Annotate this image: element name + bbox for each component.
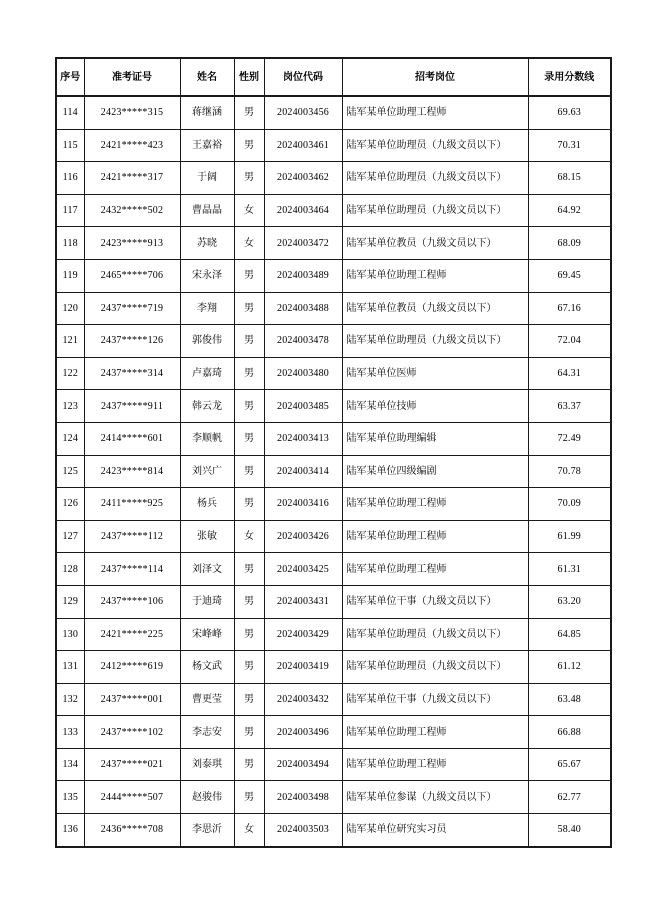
cell-job_title: 陆军某单位助理工程师	[342, 520, 528, 553]
cell-gender: 男	[234, 96, 264, 129]
cell-index: 129	[56, 585, 84, 618]
cell-job_title: 陆军某单位助理工程师	[342, 553, 528, 586]
cell-exam_id: 2437*****106	[84, 585, 180, 618]
cell-score_line: 61.99	[528, 520, 611, 553]
cell-job_code: 2024003413	[264, 422, 342, 455]
cell-name: 蒋继涵	[180, 96, 234, 129]
cell-job_code: 2024003498	[264, 781, 342, 814]
cell-index: 124	[56, 422, 84, 455]
cell-exam_id: 2437*****021	[84, 748, 180, 781]
cell-name: 苏晓	[180, 227, 234, 260]
cell-job_title: 陆军某单位助理工程师	[342, 96, 528, 129]
table-row	[56, 162, 611, 195]
table-row	[56, 585, 611, 618]
cell-job_code: 2024003464	[264, 194, 342, 227]
column-header-job_code: 岗位代码	[264, 58, 342, 96]
cell-index: 128	[56, 553, 84, 586]
cell-score_line: 63.37	[528, 390, 611, 423]
cell-job_code: 2024003480	[264, 357, 342, 390]
cell-score_line: 70.09	[528, 488, 611, 521]
cell-gender: 男	[234, 651, 264, 684]
cell-exam_id: 2444*****507	[84, 781, 180, 814]
table-row	[56, 553, 611, 586]
cell-index: 132	[56, 683, 84, 716]
table-row	[56, 96, 611, 129]
cell-score_line: 70.31	[528, 129, 611, 162]
cell-job_code: 2024003503	[264, 814, 342, 847]
cell-index: 115	[56, 129, 84, 162]
cell-index: 117	[56, 194, 84, 227]
cell-job_code: 2024003494	[264, 748, 342, 781]
cell-exam_id: 2421*****317	[84, 162, 180, 195]
table-row	[56, 455, 611, 488]
cell-name: 郭俊伟	[180, 325, 234, 358]
cell-exam_id: 2412*****619	[84, 651, 180, 684]
cell-job_code: 2024003416	[264, 488, 342, 521]
cell-job_title: 陆军某单位四级编剧	[342, 455, 528, 488]
cell-name: 刘泽文	[180, 553, 234, 586]
cell-index: 114	[56, 96, 84, 129]
table-row	[56, 618, 611, 651]
cell-job_code: 2024003472	[264, 227, 342, 260]
table-row	[56, 422, 611, 455]
cell-exam_id: 2421*****225	[84, 618, 180, 651]
cell-exam_id: 2465*****706	[84, 259, 180, 292]
cell-index: 122	[56, 357, 84, 390]
cell-score_line: 66.88	[528, 716, 611, 749]
cell-index: 134	[56, 748, 84, 781]
cell-gender: 男	[234, 422, 264, 455]
cell-name: 杨兵	[180, 488, 234, 521]
cell-gender: 女	[234, 194, 264, 227]
cell-exam_id: 2437*****112	[84, 520, 180, 553]
cell-score_line: 72.04	[528, 325, 611, 358]
table-row	[56, 488, 611, 521]
cell-job_title: 陆军某单位助理工程师	[342, 259, 528, 292]
cell-name: 赵骏伟	[180, 781, 234, 814]
cell-index: 119	[56, 259, 84, 292]
cell-gender: 男	[234, 292, 264, 325]
cell-job_code: 2024003432	[264, 683, 342, 716]
cell-job_code: 2024003478	[264, 325, 342, 358]
cell-gender: 男	[234, 259, 264, 292]
cell-index: 120	[56, 292, 84, 325]
cell-score_line: 64.92	[528, 194, 611, 227]
cell-exam_id: 2437*****001	[84, 683, 180, 716]
cell-job_title: 陆军某单位助理工程师	[342, 488, 528, 521]
cell-job_code: 2024003425	[264, 553, 342, 586]
cell-gender: 男	[234, 390, 264, 423]
cell-gender: 女	[234, 814, 264, 847]
cell-exam_id: 2437*****911	[84, 390, 180, 423]
cell-job_title: 陆军某单位教员（九级文员以下）	[342, 227, 528, 260]
table-row	[56, 194, 611, 227]
cell-name: 李志安	[180, 716, 234, 749]
cell-job_code: 2024003485	[264, 390, 342, 423]
table-row	[56, 814, 611, 847]
cell-exam_id: 2423*****913	[84, 227, 180, 260]
cell-job_title: 陆军某单位助理工程师	[342, 748, 528, 781]
cell-job_code: 2024003429	[264, 618, 342, 651]
cell-job_title: 陆军某单位干事（九级文员以下）	[342, 585, 528, 618]
cell-exam_id: 2414*****601	[84, 422, 180, 455]
cell-name: 张敏	[180, 520, 234, 553]
cell-job_title: 陆军某单位助理工程师	[342, 716, 528, 749]
cell-score_line: 58.40	[528, 814, 611, 847]
cell-job_title: 陆军某单位技师	[342, 390, 528, 423]
cell-index: 131	[56, 651, 84, 684]
cell-exam_id: 2437*****719	[84, 292, 180, 325]
cell-score_line: 69.45	[528, 259, 611, 292]
cell-name: 李翔	[180, 292, 234, 325]
cell-job_code: 2024003426	[264, 520, 342, 553]
column-header-index: 序号	[56, 58, 84, 96]
cell-job_code: 2024003496	[264, 716, 342, 749]
header-row	[56, 58, 611, 96]
cell-gender: 男	[234, 683, 264, 716]
cell-index: 135	[56, 781, 84, 814]
table-header	[56, 58, 611, 96]
cell-name: 刘兴广	[180, 455, 234, 488]
cell-gender: 男	[234, 553, 264, 586]
table-row	[56, 259, 611, 292]
cell-exam_id: 2411*****925	[84, 488, 180, 521]
cell-job_code: 2024003456	[264, 96, 342, 129]
cell-name: 于阔	[180, 162, 234, 195]
cell-exam_id: 2436*****708	[84, 814, 180, 847]
cell-name: 韩云龙	[180, 390, 234, 423]
cell-index: 116	[56, 162, 84, 195]
table-row	[56, 325, 611, 358]
cell-job_code: 2024003414	[264, 455, 342, 488]
cell-index: 125	[56, 455, 84, 488]
table-row	[56, 716, 611, 749]
cell-exam_id: 2423*****315	[84, 96, 180, 129]
cell-gender: 男	[234, 455, 264, 488]
cell-index: 127	[56, 520, 84, 553]
cell-gender: 女	[234, 227, 264, 260]
cell-score_line: 61.12	[528, 651, 611, 684]
cell-name: 卢嘉琦	[180, 357, 234, 390]
cell-name: 李思沂	[180, 814, 234, 847]
cell-gender: 男	[234, 585, 264, 618]
cell-job_title: 陆军某单位助理员（九级文员以下）	[342, 162, 528, 195]
cell-index: 133	[56, 716, 84, 749]
cell-name: 宋永泽	[180, 259, 234, 292]
cell-name: 杨文武	[180, 651, 234, 684]
table-row	[56, 390, 611, 423]
cell-job_title: 陆军某单位助理员（九级文员以下）	[342, 129, 528, 162]
cell-gender: 男	[234, 716, 264, 749]
cell-name: 曹更莹	[180, 683, 234, 716]
cell-job_code: 2024003461	[264, 129, 342, 162]
table-row	[56, 781, 611, 814]
cell-score_line: 62.77	[528, 781, 611, 814]
cell-job_title: 陆军某单位助理员（九级文员以下）	[342, 325, 528, 358]
table-body	[56, 96, 611, 847]
cell-score_line: 72.49	[528, 422, 611, 455]
column-header-gender: 性别	[234, 58, 264, 96]
cell-name: 刘泰琪	[180, 748, 234, 781]
cell-gender: 男	[234, 162, 264, 195]
cell-score_line: 63.48	[528, 683, 611, 716]
cell-gender: 男	[234, 357, 264, 390]
table-row	[56, 357, 611, 390]
table-row	[56, 129, 611, 162]
table-row	[56, 520, 611, 553]
column-header-name: 姓名	[180, 58, 234, 96]
cell-gender: 男	[234, 129, 264, 162]
cell-index: 123	[56, 390, 84, 423]
cell-index: 130	[56, 618, 84, 651]
cell-name: 宋峰峰	[180, 618, 234, 651]
cell-score_line: 64.85	[528, 618, 611, 651]
cell-job_title: 陆军某单位助理员（九级文员以下）	[342, 618, 528, 651]
column-header-exam_id: 准考证号	[84, 58, 180, 96]
cell-job_title: 陆军某单位教员（九级文员以下）	[342, 292, 528, 325]
table-row	[56, 227, 611, 260]
cell-gender: 女	[234, 520, 264, 553]
cell-exam_id: 2423*****814	[84, 455, 180, 488]
cell-score_line: 70.78	[528, 455, 611, 488]
column-header-score_line: 录用分数线	[528, 58, 611, 96]
cell-gender: 男	[234, 781, 264, 814]
cell-name: 于迪琦	[180, 585, 234, 618]
cell-gender: 男	[234, 325, 264, 358]
cell-job_code: 2024003431	[264, 585, 342, 618]
cell-score_line: 64.31	[528, 357, 611, 390]
cell-exam_id: 2437*****314	[84, 357, 180, 390]
cell-job_title: 陆军某单位助理员（九级文员以下）	[342, 651, 528, 684]
cell-name: 曹晶晶	[180, 194, 234, 227]
cell-gender: 男	[234, 488, 264, 521]
cell-score_line: 68.09	[528, 227, 611, 260]
cell-exam_id: 2437*****102	[84, 716, 180, 749]
cell-job_title: 陆军某单位助理编辑	[342, 422, 528, 455]
table-row	[56, 683, 611, 716]
cell-job_code: 2024003489	[264, 259, 342, 292]
cell-job_title: 陆军某单位参谋（九级文员以下）	[342, 781, 528, 814]
table-row	[56, 748, 611, 781]
column-header-job_title: 招考岗位	[342, 58, 528, 96]
cell-gender: 男	[234, 618, 264, 651]
cell-name: 李顺帆	[180, 422, 234, 455]
cell-exam_id: 2421*****423	[84, 129, 180, 162]
cell-exam_id: 2437*****126	[84, 325, 180, 358]
cell-job_code: 2024003488	[264, 292, 342, 325]
cell-score_line: 68.15	[528, 162, 611, 195]
cell-score_line: 67.16	[528, 292, 611, 325]
cell-name: 王嘉裕	[180, 129, 234, 162]
cell-job_title: 陆军某单位研究实习员	[342, 814, 528, 847]
cell-job_title: 陆军某单位干事（九级文员以下）	[342, 683, 528, 716]
cell-score_line: 69.63	[528, 96, 611, 129]
cell-index: 121	[56, 325, 84, 358]
cell-index: 118	[56, 227, 84, 260]
table-row	[56, 292, 611, 325]
cell-job_code: 2024003462	[264, 162, 342, 195]
cell-index: 136	[56, 814, 84, 847]
cell-job_code: 2024003419	[264, 651, 342, 684]
cell-job_title: 陆军某单位医师	[342, 357, 528, 390]
table-row	[56, 651, 611, 684]
cell-score_line: 65.67	[528, 748, 611, 781]
cell-gender: 男	[234, 748, 264, 781]
score-table	[55, 57, 612, 848]
cell-job_title: 陆军某单位助理员（九级文员以下）	[342, 194, 528, 227]
cell-index: 126	[56, 488, 84, 521]
cell-score_line: 61.31	[528, 553, 611, 586]
cell-score_line: 63.20	[528, 585, 611, 618]
cell-exam_id: 2437*****114	[84, 553, 180, 586]
cell-exam_id: 2432*****502	[84, 194, 180, 227]
